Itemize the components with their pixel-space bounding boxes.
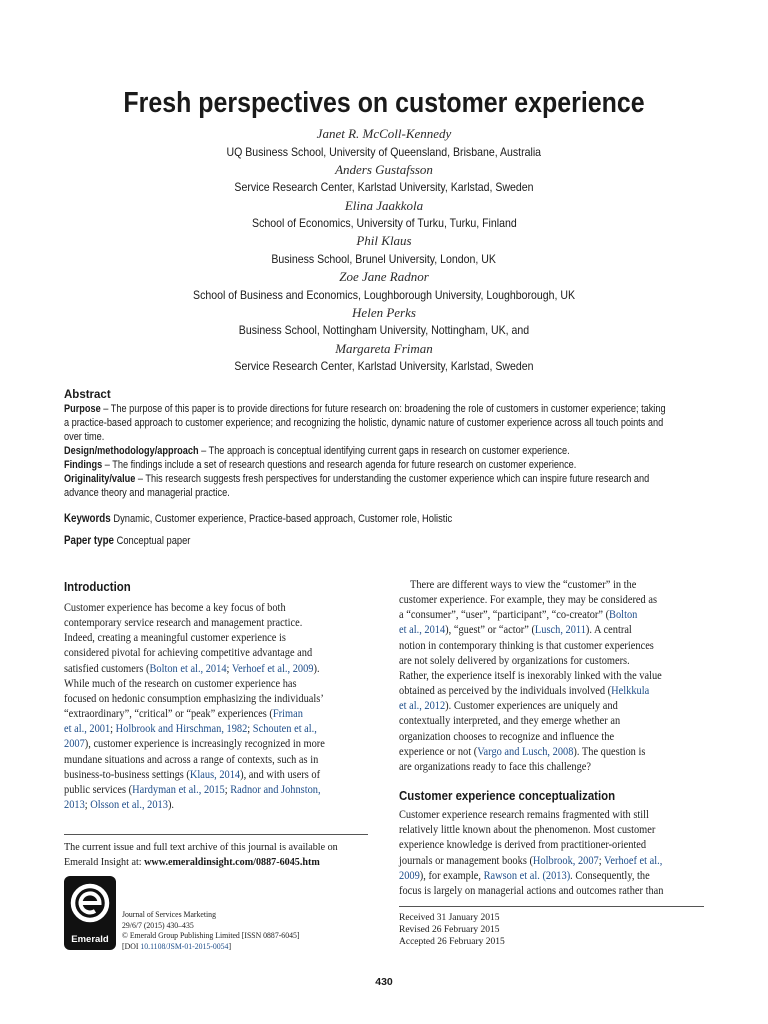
introduction-heading: Introduction xyxy=(64,579,131,594)
right-column xyxy=(399,578,704,899)
submission-dates xyxy=(399,913,505,948)
paragraph-conceptualization: Customer experience research remains fragmented with still relatively little known about the phenomenon. Most customer experience knowledge is derived from practitioner-oriented journals or management books (Holbrook, 2007; Verhoef et al., 2009), for example, Rawson et al. (2013). Consequently, the focus is largely on managerial actions and outcomes rather than xyxy=(399,809,664,897)
citation-link[interactable]: 2013 xyxy=(64,799,85,812)
abstract-findings: Findings – The findings include a set of research questions and research agenda for future research on customer experience. xyxy=(64,459,577,471)
citation-link[interactable]: Helkkula xyxy=(611,685,650,698)
received-date: Received 31 January 2015 xyxy=(399,913,500,923)
keywords-line xyxy=(64,512,704,526)
citation-link[interactable]: Schouten et al., xyxy=(252,723,317,736)
citation-link[interactable]: Bolton et al., 2014 xyxy=(149,662,227,675)
author-block xyxy=(0,125,768,161)
author-name: Anders Gustafsson xyxy=(335,161,433,177)
dates-divider xyxy=(399,906,704,907)
section-heading-conceptualization: Customer experience conceptualization xyxy=(399,788,616,804)
author-affiliation: Business School, Nottingham University, Nottingham, UK, and xyxy=(238,323,530,338)
author-block xyxy=(0,161,768,197)
emerald-logo xyxy=(64,876,116,950)
author-affiliation: School of Business and Economics, Loughborough University, Loughborough, UK xyxy=(193,287,575,302)
citation-link[interactable]: Olsson et al., 2013 xyxy=(90,799,168,812)
keywords-label: Keywords xyxy=(64,513,111,525)
author-block xyxy=(0,268,768,304)
abstract-purpose: Purpose – The purpose of this paper is to provide directions for future research on: broadening the role of customers in customer experience; taking xyxy=(64,403,666,415)
author-name: Zoe Jane Radnor xyxy=(339,269,429,285)
design-label: Design/methodology/approach xyxy=(64,445,199,457)
introduction-paragraph: Customer experience has become a key focus of both contemporary service research and management practice. Indeed, creating a meaningful customer experience is considered pivotal for achieving competitive advantage and satisfied customers (Bolton et al., 2014; Verhoef et al., 2009). While much of the research on customer experience has focused on hedonic consumption emphasizing the individuals’ “extraordinary”, “critical” or “peak” experiences (Friman et al., 2001; Holbrook and Hirschman, 1982; Schouten et al., 2007), customer experience is increasingly recognized in more mundane situations and across a range of contexts, such as in business-to-business settings (Klaus, 2014), and with users of public services (Hardyman et al., 2015; Radnor and Johnston, 2013; Olsson et al., 2013). xyxy=(64,602,325,812)
purpose-label: Purpose xyxy=(64,403,101,415)
abstract-design: Design/methodology/approach – The approach is conceptual identifying current gaps in research on customer experience. xyxy=(64,445,570,457)
citation-link[interactable]: Friman xyxy=(272,708,303,721)
paper-title: Fresh perspectives on customer experience xyxy=(123,87,645,119)
page-number: 430 xyxy=(375,976,393,988)
logo-wordmark: Emerald xyxy=(71,934,109,945)
abstract-section: Abstract Purpose – The purpose of this paper is to provide directions for future research on: broadening the role of customers in customer experience; taking a practice-based approach to customer experience; and recognizing the holistic, dynamic nature of customer experience across all touch points and over time. Design/methodology/approach – The approach is conceptual identifying current gaps in research on customer experience. Findings – The findings include a set of research questions and research agenda for future research on customer experience. Originality/value – This research suggests fresh perspectives for understanding the customer experience which can inspire future research and advance theory and managerial practice. xyxy=(64,388,704,500)
citation-link[interactable]: 2007 xyxy=(64,738,85,751)
author-name: Phil Klaus xyxy=(356,233,412,249)
originality-label: Originality/value xyxy=(64,473,136,485)
paper-type-label: Paper type xyxy=(64,535,114,547)
left-column xyxy=(64,578,369,813)
author-name: Elina Jaakkola xyxy=(344,197,424,213)
abstract-heading: Abstract xyxy=(64,389,111,401)
citation-link[interactable]: Holbrook, 2007 xyxy=(532,854,599,867)
citation-link[interactable]: et al., 2012 xyxy=(399,700,446,713)
keywords-text: Dynamic, Customer experience, Practice-based approach, Customer role, Holistic xyxy=(113,513,453,525)
author-affiliation: Business School, Brunel University, London, UK xyxy=(271,251,497,266)
citation-link[interactable]: Klaus, 2014 xyxy=(189,768,241,781)
paper-type-text: Conceptual paper xyxy=(116,535,191,547)
author-block xyxy=(0,340,768,376)
author-name: Margareta Friman xyxy=(335,340,433,356)
journal-info: Journal of Services Marketing 29/6/7 (2015) 430–435 © Emerald Group Publishing Limited [ISSN 0887-6045] [DOI 10.1108/JSM-01-2015-0054] xyxy=(122,910,300,951)
citation-link[interactable]: Holbrook and Hirschman, 1982 xyxy=(115,723,248,736)
author-affiliation: Service Research Center, Karlstad University, Karlstad, Sweden xyxy=(234,180,534,195)
accepted-date: Accepted 26 February 2015 xyxy=(399,936,505,947)
author-affiliation: School of Economics, University of Turku, Turku, Finland xyxy=(251,216,517,231)
findings-label: Findings xyxy=(64,459,103,471)
citation-link[interactable]: Radnor and Johnston, xyxy=(230,783,321,796)
author-block xyxy=(0,304,768,340)
abstract-originality: Originality/value – This research suggests fresh perspectives for understanding the customer experience which can inspire future research and xyxy=(64,473,650,485)
archive-url-link[interactable]: www.emeraldinsight.com/0887-6045.htm xyxy=(144,855,320,868)
citation-link[interactable]: Verhoef et al., 2009 xyxy=(231,662,314,675)
doi-link[interactable]: 10.1108/JSM-01-2015-0054 xyxy=(140,941,229,951)
citation-link[interactable]: Verhoef et al., xyxy=(604,854,663,867)
citation-link[interactable]: Hardyman et al., 2015 xyxy=(132,783,225,796)
citation-link[interactable]: 2009 xyxy=(399,869,420,882)
citation-link[interactable]: Rawson et al. (2013) xyxy=(483,869,571,882)
citation-link[interactable]: Lusch, 2011 xyxy=(534,624,586,637)
author-name: Helen Perks xyxy=(352,304,416,320)
author-name: Janet R. McColl-Kennedy xyxy=(316,126,452,141)
author-affiliation: Service Research Center, Karlstad University, Karlstad, Sweden xyxy=(234,359,534,374)
author-block xyxy=(0,232,768,268)
author-affiliation: UQ Business School, University of Queensland, Brisbane, Australia xyxy=(226,144,542,159)
revised-date: Revised 26 February 2015 xyxy=(399,924,500,935)
citation-link[interactable]: et al., 2014 xyxy=(399,624,446,637)
archive-footnote: The current issue and full text archive of this journal is available on Emerald Insight at: www.emeraldinsight.com/0887-6045.htm xyxy=(64,841,338,868)
author-list xyxy=(0,125,768,376)
citation-link[interactable]: Vargo and Lusch, 2008 xyxy=(477,745,574,758)
paper-type-line xyxy=(64,534,704,548)
citation-link[interactable]: et al., 2001 xyxy=(64,723,111,736)
paragraph-customer-views: There are different ways to view the “customer” in the customer experience. For example, they may be considered as a “consumer”, “user”, “participant”, “co-creator” (Bolton et al., 2014), “guest” or “actor” (Lusch, 2011). A central notion in contemporary thinking is that customer experiences are not solely delivered by organizations for customers. Rather, the experience itself is inexorably linked with the value obtained as perceived by the individuals involved (Helkkula et al., 2012). Customer experiences are uniquely and contextually interpreted, and they emerge whether an organization chooses to recognize and influence the experience or not (Vargo and Lusch, 2008). The question is are organizations ready to face this challenge? xyxy=(399,579,662,773)
footnote-divider xyxy=(64,834,368,835)
citation-link[interactable]: Bolton xyxy=(609,609,638,622)
author-block xyxy=(0,197,768,233)
paper-meta xyxy=(64,512,704,548)
